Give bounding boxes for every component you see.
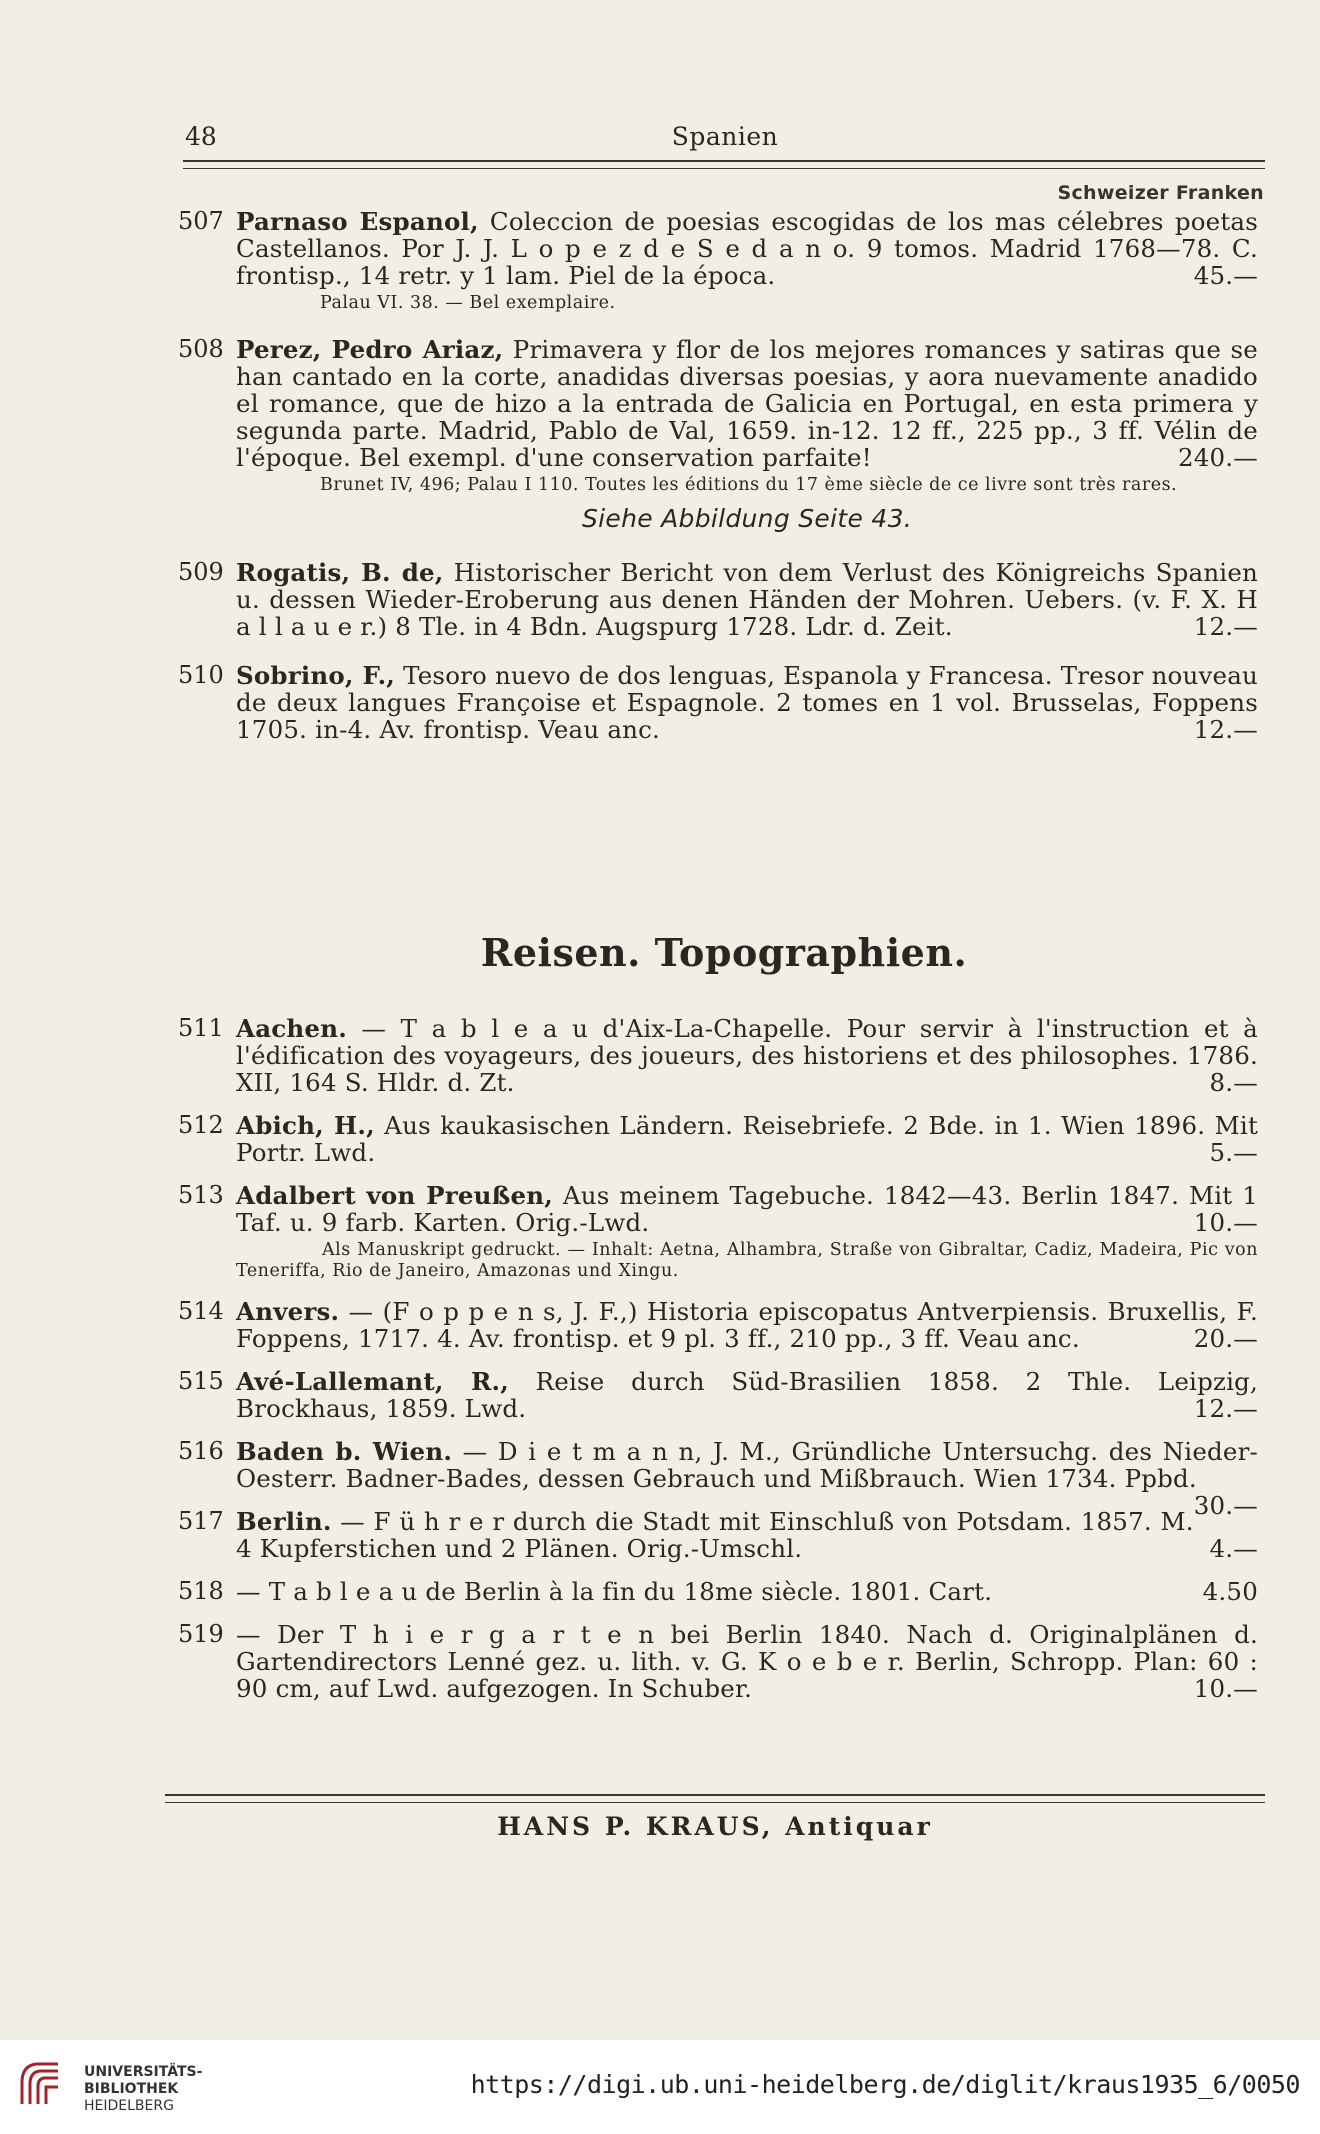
entry-number: 517 xyxy=(178,1507,224,1535)
entry-note: Palau VI. 38. — Bel exemplaire. xyxy=(320,293,616,313)
entry-text: — D i e t m a n n, J. M., Gründliche Untersuchg. des Nieder-Oesterr. Badner-Bades, dessen Gebrauch und Mißbrauch. Wien 1734. Ppbd. xyxy=(236,1437,1258,1493)
entry-author: Aachen. xyxy=(236,1014,347,1043)
entry-price: 12.— xyxy=(1193,1394,1258,1423)
entry-text: Aus kaukasischen Ländern. Reisebriefe. 2 Bde. in 1. Wien 1896. Mit Portr. Lwd. xyxy=(236,1111,1258,1167)
running-title: Spanien xyxy=(671,122,779,151)
entry-author: Perez, Pedro Ariaz, xyxy=(236,335,504,364)
currency-label: Schweizer Franken xyxy=(1057,182,1264,204)
page-number: 48 xyxy=(185,122,217,151)
entry-price: 8.— xyxy=(1209,1068,1258,1097)
entry-text: Tesoro nuevo de dos lenguas, Espanola y Francesa. Tresor nouveau de deux langues Françoise et Espagnole. 2 tomes en 1 vol. Brusselas, Foppens 1705. in-4. Av. frontisp. Veau anc. xyxy=(236,661,1259,744)
catalog-entry xyxy=(178,1368,1258,1422)
library-name-line: BIBLIOTHEK xyxy=(84,2081,179,2097)
catalog-entry xyxy=(178,559,1258,640)
entry-number: 514 xyxy=(178,1297,224,1325)
entry-text: Reise durch Süd-Brasilien 1858. 2 Thle. Leipzig, Brockhaus, 1859. Lwd. xyxy=(236,1367,1258,1423)
entry-author: Sobrino, F., xyxy=(236,661,396,690)
entry-number: 515 xyxy=(178,1367,224,1395)
library-name-line: UNIVERSITÄTS- xyxy=(84,2064,203,2080)
catalog-entry xyxy=(178,208,1258,314)
catalog-entry xyxy=(178,662,1258,743)
entry-price: 5.— xyxy=(1209,1138,1258,1167)
entry-note: Als Manuskript gedruckt. — Inhalt: Aetna, Alhambra, Straße von Gibraltar, Cadiz, Madeira, Pic von Teneriffa, Rio de Janeiro, Amazonas und Xingu. xyxy=(236,1240,1258,1281)
entry-author: Abich, H., xyxy=(236,1111,375,1140)
entry-note: Brunet IV, 496; Palau I 110. Toutes les éditions du 17 ème siècle de ce livre sont très rares. xyxy=(320,475,1178,495)
library-bar xyxy=(0,2040,1320,2134)
footer-rule xyxy=(165,1794,1265,1803)
entry-price: 12.— xyxy=(1193,612,1258,641)
entry-text: Aus meinem Tagebuche. 1842—43. Berlin 1847. Mit 1 Taf. u. 9 farb. Karten. Orig.-Lwd. xyxy=(236,1181,1258,1237)
entry-author: Berlin. xyxy=(236,1507,332,1536)
entry-author: Baden b. Wien. xyxy=(236,1437,453,1466)
section-title: Reisen. Topographien. xyxy=(480,930,968,975)
entry-text: — (F o p p e n s, J. F.,) Historia episcopatus Antverpiensis. Bruxellis, F. Foppens, 1717. 4. Av. frontisp. et 9 pl. 3 ff., 210 pp., 3 ff. Veau anc. xyxy=(236,1297,1258,1353)
page-header xyxy=(185,122,1265,162)
figure-reference: Siehe Abbildung Seite 43. xyxy=(581,504,913,533)
entry-number: 511 xyxy=(178,1014,224,1042)
entry-author: Anvers. xyxy=(236,1297,340,1326)
entry-text: Historischer Bericht von dem Verlust des Königreichs Spanien u. dessen Wieder-Eroberung aus denen Händen der Mohren. Uebers. (v. F. X. H a l l a u e r.) 8 Tle. in 4 Bdn. Augspurg 1728. Ldr. d. Zeit. xyxy=(236,558,1259,641)
entry-price: 10.— xyxy=(1193,1208,1258,1237)
entry-number: 508 xyxy=(178,335,224,363)
entry-price: 4.— xyxy=(1209,1534,1258,1563)
entry-number: 519 xyxy=(178,1620,224,1648)
entry-author: Parnaso Espanol, xyxy=(236,207,479,236)
entry-text: — F ü h r e r durch die Stadt mit Einschluß von Potsdam. 1857. M. 4 Kupferstichen und 2 Plänen. Orig.-Umschl. xyxy=(236,1507,1194,1563)
entry-number: 512 xyxy=(178,1111,224,1139)
entry-number: 516 xyxy=(178,1437,224,1465)
entry-price: 240.— xyxy=(1177,443,1258,472)
entry-price: 4.50 xyxy=(1202,1577,1258,1606)
entry-author: Adalbert von Preußen, xyxy=(236,1181,553,1210)
entry-number: 507 xyxy=(178,207,224,235)
entry-number: 513 xyxy=(178,1181,224,1209)
entry-price: 30.— xyxy=(1193,1491,1258,1520)
entry-text: Coleccion de poesias escogidas de los mas célebres poetas Castellanos. Por J. J. L o p e z d e S e d a n o. 9 tomos. Madrid 1768—78. C. frontisp., 14 retr. y 1 lam. Piel de la época. xyxy=(236,207,1258,290)
entries-spain xyxy=(178,208,1258,765)
entry-text: — T a b l e a u de Berlin à la fin du 18me siècle. 1801. Cart. xyxy=(236,1577,993,1606)
catalog-entry xyxy=(178,1182,1258,1282)
entries-travel xyxy=(178,1015,1258,1718)
entry-number: 510 xyxy=(178,661,224,689)
entry-text: — Der T h i e r g a r t e n bei Berlin 1840. Nach d. Originalplänen d. Gartendirectors Lenné gez. u. lith. v. G. K o e b e r. Berlin, Schropp. Plan: 60 : 90 cm, auf Lwd. aufgezogen. In Schuber. xyxy=(236,1620,1258,1703)
entry-number: 518 xyxy=(178,1577,224,1605)
entry-price: 12.— xyxy=(1193,715,1258,744)
catalog-entry xyxy=(178,1578,1258,1605)
catalog-entry xyxy=(178,1508,1258,1562)
library-name xyxy=(84,2064,202,2115)
entry-number: 509 xyxy=(178,558,224,586)
entry-author: Avé-Lallemant, R., xyxy=(236,1367,509,1396)
entry-author: Rogatis, B. de, xyxy=(236,558,444,587)
permalink-url[interactable]: https://digi.ub.uni-heidelberg.de/diglit/kraus1935_6/0050 xyxy=(470,2070,1300,2099)
entry-text: Primavera y flor de los mejores romances y satiras que se han cantado en la corte, anadidas diversas poesias, y aora nuevamente anadido el romance, que de hizo a la entrada de Galicia en Portugal, en esta primera y segunda parte. Madrid, Pablo de Val, 1659. in-12. 12 ff., 225 pp., 3 ff. Vélin de l'époque. Bel exempl. d'une conservation parfaite! xyxy=(236,335,1258,472)
entry-price: 45.— xyxy=(1193,261,1258,290)
catalog-entry xyxy=(178,1112,1258,1166)
entry-price: 10.— xyxy=(1193,1674,1258,1703)
library-logo-icon xyxy=(14,2054,74,2114)
catalog-entry xyxy=(178,1298,1258,1352)
entry-price: 20.— xyxy=(1193,1324,1258,1353)
catalog-entry xyxy=(178,1015,1258,1096)
catalog-entry xyxy=(178,336,1258,533)
header-rule xyxy=(183,160,1265,169)
entry-text: — T a b l e a u d'Aix-La-Chapelle. Pour servir à l'instruction et à l'édification des voyageurs, des joueurs, des historiens et des philosophes. 1786. XII, 164 S. Hldr. d. Zt. xyxy=(236,1014,1258,1097)
catalog-entry xyxy=(178,1621,1258,1702)
catalog-entry xyxy=(178,1437,1258,1520)
library-name-line: HEIDELBERG xyxy=(84,2098,174,2114)
publisher-footer: HANS P. KRAUS, Antiquar xyxy=(497,1812,933,1841)
